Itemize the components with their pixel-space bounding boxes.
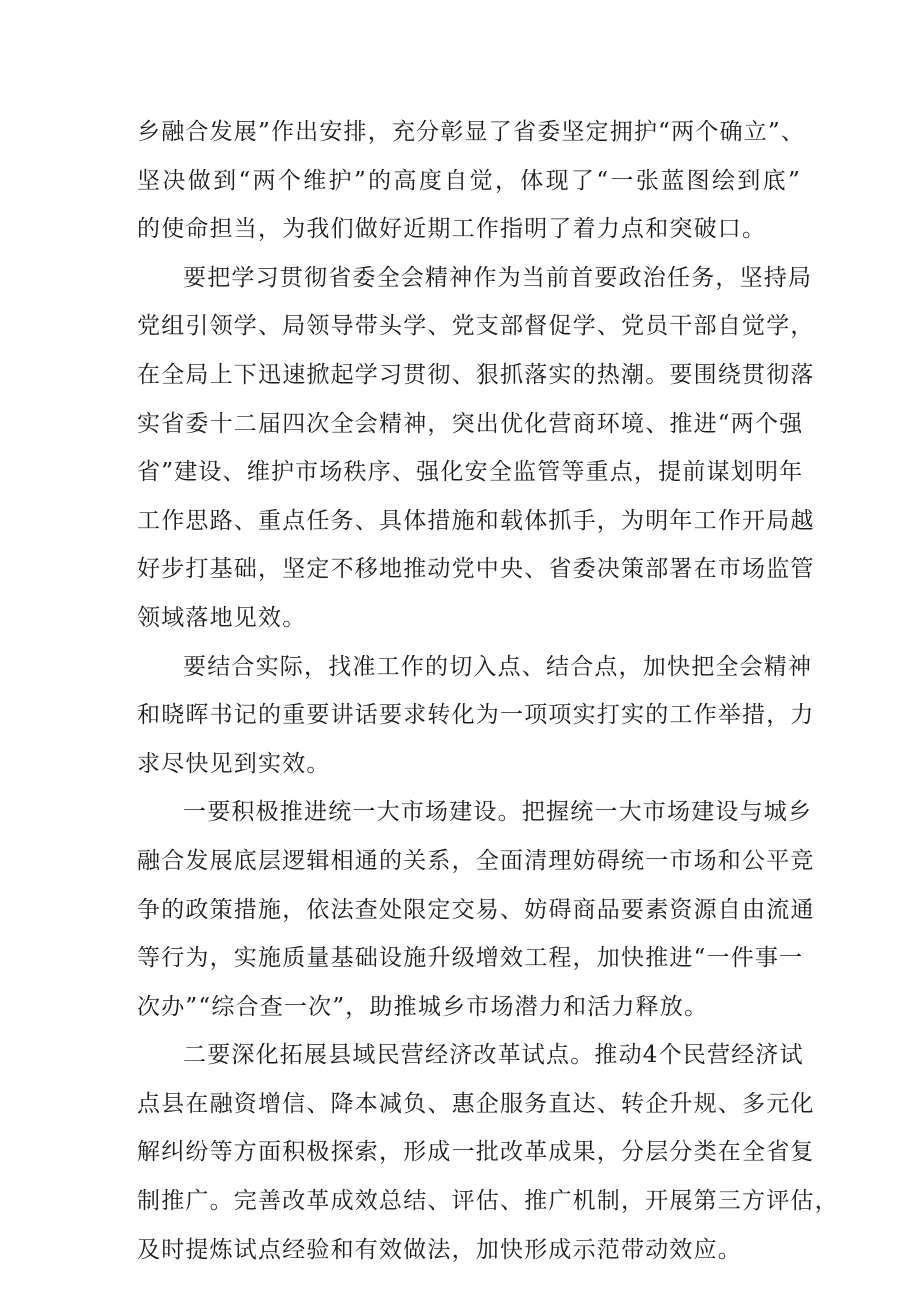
- text-line: 二要深化拓展县域民营经济改革试点。推动4个民营经济试: [183, 1042, 804, 1069]
- text-line: 的使命担当，为我们做好近期工作指明了着力点和突破口。: [137, 216, 767, 243]
- text-line: 在全局上下迅速掀起学习贯彻、狠抓落实的热潮。要围绕贯彻落: [137, 361, 815, 388]
- text-line: 省”建设、维护市场秩序、强化安全监管等重点，提前谋划明年: [137, 459, 804, 486]
- text-line: 制推广。完善改革成效总结、评估、推广机制，开展第三方评估，: [137, 1188, 839, 1215]
- text-line: 次办”“综合查一次”，助推城乡市场潜力和活力释放。: [137, 993, 709, 1020]
- paragraph-4: [137, 788, 815, 1031]
- text-line: 一要积极推进统一大市场建设。把握统一大市场建设与城乡: [183, 799, 813, 826]
- paragraph-3: [137, 643, 815, 789]
- document-body: [137, 108, 839, 1274]
- text-line: 要把学习贯彻省委全会精神作为当前首要政治任务，坚持局: [183, 264, 813, 291]
- paragraph-1: [137, 108, 806, 254]
- text-line: 融合发展底层逻辑相通的关系，全面清理妨碍统一市场和公平竞: [137, 847, 815, 874]
- text-line: 争的政策措施，依法查处限定交易、妨碍商品要素资源自由流通: [137, 896, 815, 923]
- paragraph-2: [137, 254, 815, 643]
- text-line: 乡融合发展”作出安排，充分彰显了省委坚定拥护“两个确立”、: [137, 119, 806, 145]
- paragraph-5: [137, 1031, 839, 1274]
- text-line: 坚决做到“两个维护”的高度自觉，体现了“一张蓝图绘到底”: [137, 167, 801, 194]
- text-line: 好步打基础，坚定不移地推动党中央、省委决策部署在市场监管: [137, 556, 815, 583]
- text-line: 领域落地见效。: [137, 604, 307, 631]
- text-line: 党组引领学、局领导带头学、党支部督促学、党员干部自觉学，: [137, 313, 815, 340]
- text-line: 和晓晖书记的重要讲话要求转化为一项项实打实的工作举措，力: [137, 702, 815, 729]
- text-line: 等行为，实施质量基础设施升级增效工程，加快推进“一件事一: [137, 945, 804, 972]
- text-line: 要结合实际，找准工作的切入点、结合点，加快把全会精神: [183, 653, 813, 680]
- text-line: 实省委十二届四次全会精神，突出优化营商环境、推进“两个强: [137, 410, 804, 437]
- text-line: 解纠纷等方面积极探索，形成一批改革成果，分层分类在全省复: [137, 1139, 815, 1166]
- text-line: 及时提炼试点经验和有效做法，加快形成示范带动效应。: [137, 1236, 742, 1263]
- text-line: 工作思路、重点任务、具体措施和载体抓手，为明年工作开局越: [137, 507, 815, 534]
- text-line: 求尽快见到实效。: [137, 750, 331, 777]
- text-line: 点县在融资增信、降本减负、惠企服务直达、转企升规、多元化: [137, 1090, 815, 1117]
